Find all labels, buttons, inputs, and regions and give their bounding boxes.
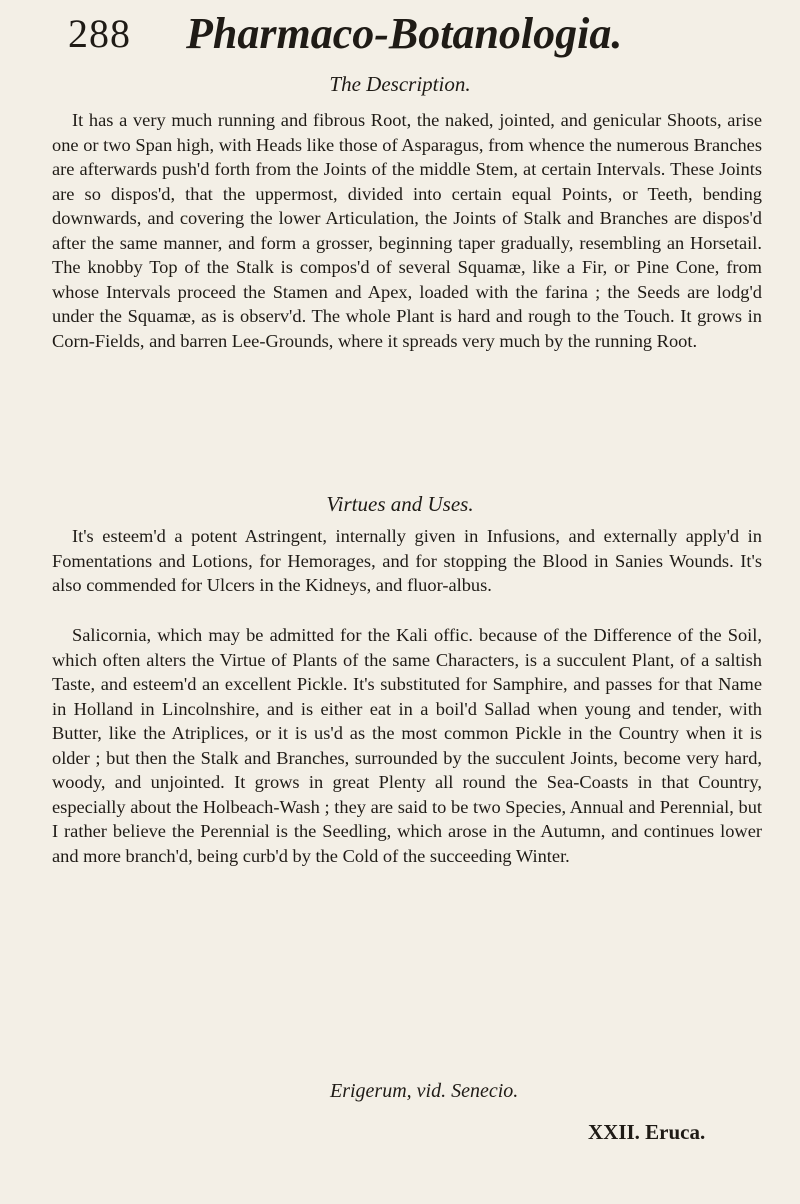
running-title: Pharmaco-Botanologia. xyxy=(186,9,623,58)
virtues-heading: Virtues and Uses. xyxy=(326,492,474,516)
page-number: 288 xyxy=(68,11,131,56)
description-heading: The Description. xyxy=(329,72,471,96)
catchword: XXII. Eruca. xyxy=(588,1120,706,1144)
salicornia-paragraph: Salicornia, which may be admitted for the Kali offic. because of the Difference of the Soil, which often alters the Virtue of Plants of the same Characters, is a succulent Plant, of a saltish Taste, and esteem'd an excellent Pickle. It's substituted for Samphire, and passes for that Name in Holland in Lincolnshire, and is either eat in a boil'd Sallad when young and tender, with Butter, like the Atriplices, or it is us'd as the most common Pickle in the Country when it is older ; but then the Stalk and Branches, surrounded by the succulent Joints, become very hard, woody, and unjointed. It grows in great Plenty all round the Sea-Coasts in that Country, especially about the Holbeach-Wash ; they are said to be two Species, Annual and Perennial, but I rather believe the Perennial is the Seedling, which arose in the Autumn, and continues lower and more branch'd, being curb'd by the Cold of the succeeding Winter. xyxy=(52,625,762,866)
erigerum-line: Erigerum, vid. Senecio. xyxy=(330,1080,519,1102)
virtues-paragraph: It's esteem'd a potent Astringent, internally given in Infusions, and externally apply'd in Fomentations and Lotions, for Hemorages, and for stopping the Blood in Sanies Wounds. It's also commended for Ulcers in the Kidneys, and fluor-albus. xyxy=(52,526,762,596)
page-header xyxy=(68,4,768,64)
description-paragraph: It has a very much running and fibrous Root, the naked, jointed, and genicular Shoots, arise one or two Span high, with Heads like those of Asparagus, from whence the numerous Branches are afterwards push'd forth from the Joints of the middle Stem, at certain Intervals. These Joints are so dispos'd, that the uppermost, divided into certain equal Points, or Teeth, bending downwards, and covering the lower Articulation, the Joints of Stalk and Branches are dispos'd after the same manner, and form a grosser, beginning taper gradually, resembling an Horsetail. The knobby Top of the Stalk is compos'd of several Squamæ, like a Fir, or Pine Cone, from whose Intervals proceed the Stamen and Apex, loaded with the farina ; the Seeds are lodg'd under the Squamæ, as is observ'd. The whole Plant is hard and rough to the Touch. It grows in Corn-Fields, and barren Lee-Grounds, where it spreads very much by the running Root. xyxy=(52,110,762,351)
